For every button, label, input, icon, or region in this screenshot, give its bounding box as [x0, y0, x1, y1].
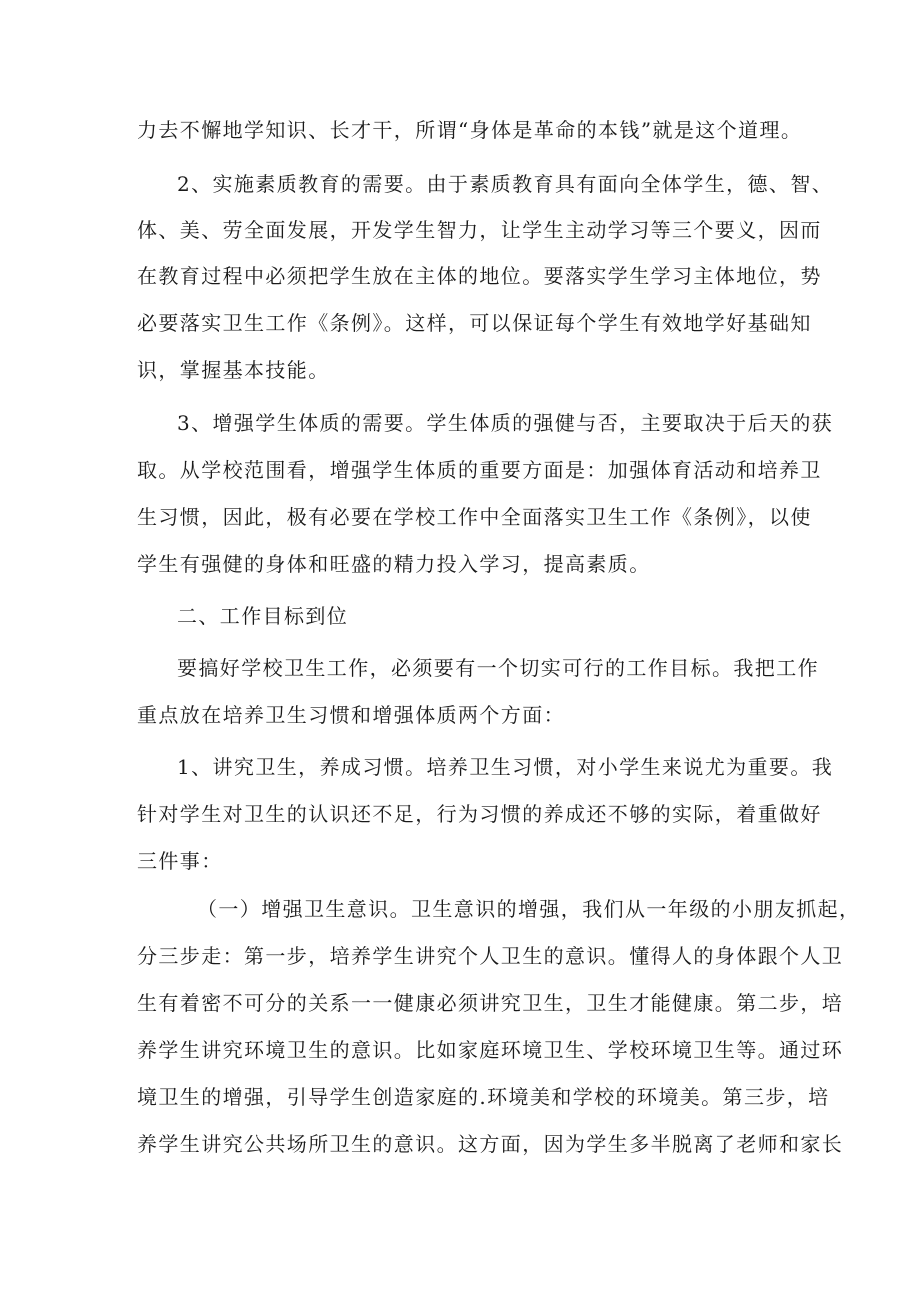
paragraph-start: 要搞好学校卫生工作，必须要有一个切实可行的工作目标。我把工作 [177, 656, 819, 680]
text-line: 针对学生对卫生的认识还不足，行为习惯的养成还不够的实际，着重做好 [137, 802, 822, 826]
paragraph-start: （一）增强卫生意识。卫生意识的增强，我们从一年级的小朋友抓起， [197, 897, 861, 921]
text-line: 识，掌握基本技能。 [137, 358, 330, 382]
paragraph-start: 2、实施素质教育的需要。由于素质教育具有面向全体学生，德、智、 [177, 172, 834, 196]
text-line: 必要落实卫生工作《条例》。这样，可以保证每个学生有效地学好基础知 [137, 311, 812, 335]
text-line: 在教育过程中必须把学生放在主体的地位。要落实学生学习主体地位，势 [137, 264, 822, 288]
text-line: 生有着密不可分的关系一一健康必须讲究卫生，卫生才能健康。第二步，培 [137, 991, 844, 1015]
text-line: 分三步走：第一步，培养学生讲究个人卫生的意识。懂得人的身体跟个人卫 [137, 944, 844, 968]
paragraph-start: 3、增强学生体质的需要。学生体质的强健与否，主要取决于后天的获 [177, 411, 834, 435]
paragraph-start: 1、讲究卫生，养成习惯。培养卫生习惯，对小学生来说尤为重要。我 [177, 755, 834, 779]
text-line: 学生有强健的身体和旺盛的精力投入学习，提高素质。 [137, 552, 651, 576]
text-line: 力去不懈地学知识、长才干，所谓“身体是革命的本钱”就是这个道理。 [137, 118, 803, 142]
text-line: 养学生讲究环境卫生的意识。比如家庭环境卫生、学校环境卫生等。通过环 [137, 1038, 844, 1062]
text-line: 三件事： [137, 849, 223, 873]
text-line: 取。从学校范围看，增强学生体质的重要方面是：加强体育活动和培养卫 [137, 458, 822, 482]
text-line: 重点放在培养卫生习惯和增强体质两个方面： [137, 703, 565, 727]
text-line: 境卫生的增强，引导学生创造家庭的.环境美和学校的环境美。第三步，培 [137, 1085, 830, 1109]
text-line: 生习惯，因此，极有必要在学校工作中全面落实卫生工作《条例》，以使 [137, 505, 812, 529]
section-heading: 二、工作目标到位 [177, 604, 349, 628]
text-line: 养学生讲究公共场所卫生的意识。这方面，因为学生多半脱离了老师和家长 [137, 1132, 844, 1156]
text-line: 体、美、劳全面发展，开发学生智力，让学生主动学习等三个要义，因而 [137, 218, 822, 242]
